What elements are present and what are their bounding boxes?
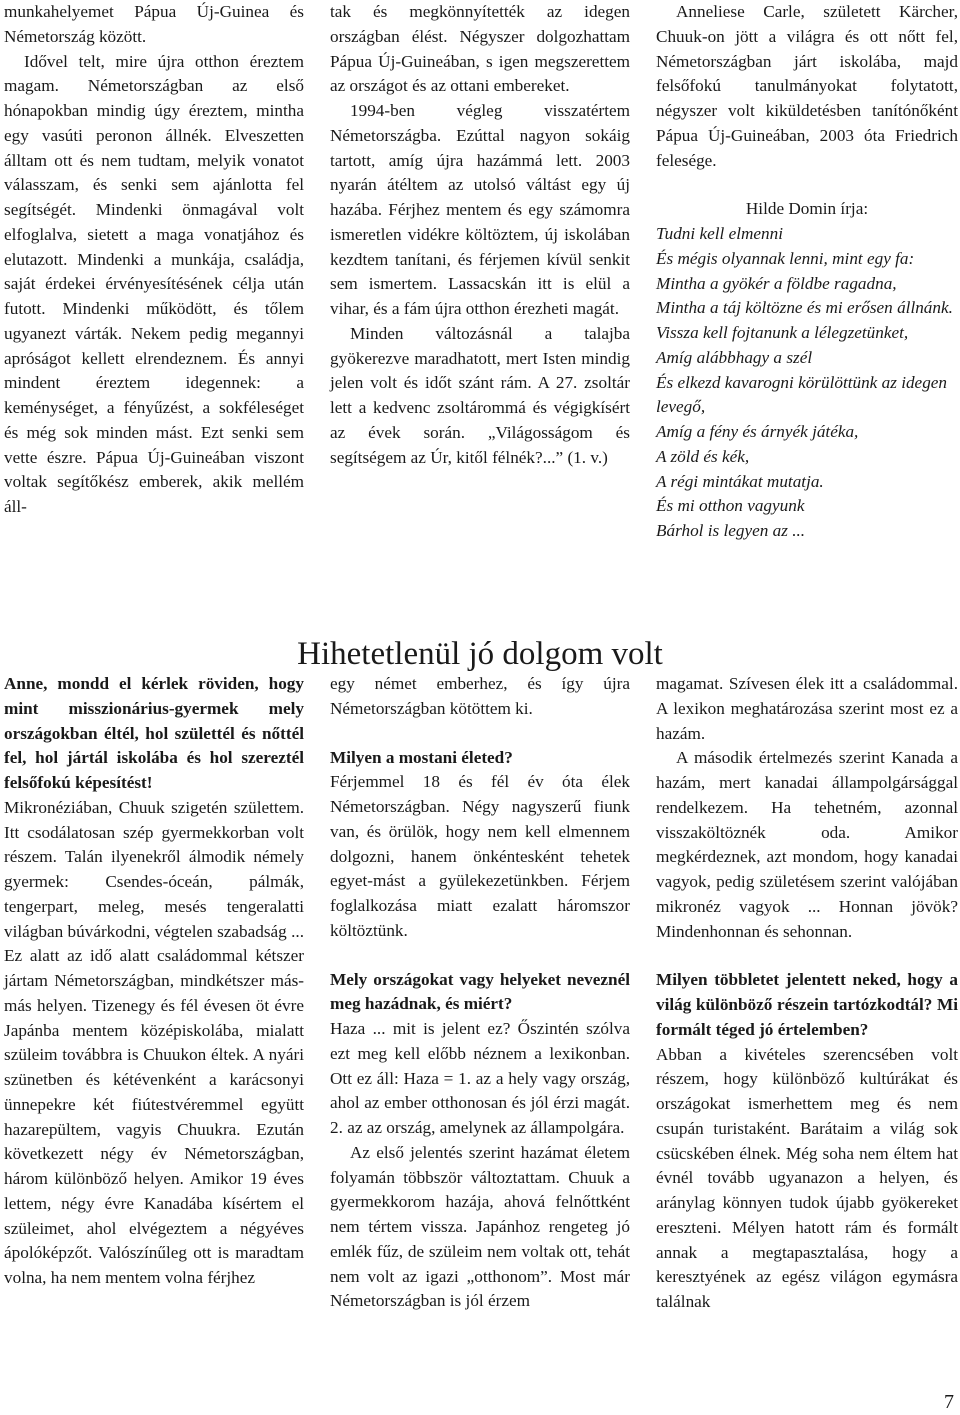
paragraph: Haza ... mit is jelent ez? Őszintén szólva ezt meg kell előbb néznem a lexikonban. Ott ez áll: Haza = 1. az a hely vagy ország, ahol az ember otthonosan és jól érzi magát. 2. az az ország, amelynek az állampolgára. xyxy=(330,1019,630,1137)
top-column-1 xyxy=(4,0,304,520)
paragraph: Abban a kivételes szerencsében volt részem, hogy különböző kultúrákat és országokat ismerhettem meg és nem csupán turistaként. Barátaim a világ sok csücskében élnek. Még soha nem éltem hat évnél tovább ugyanazon a helyen, és aránylag könnyen tudok újabb gyökereket ereszteni. Mélyen hatott rám és formált annak a megtapasztalása, hogy a keresztyének az egész világon egymásra találnak xyxy=(656,1044,958,1311)
paragraph: tak és megkönnyítették az idegen országban élést. Négyszer dolgozhattam Pápua Új-Guineában, s igen megszerettem az országot és az ottani embereket. xyxy=(330,2,630,96)
author-bio: Anneliese Carle, született Kärcher, Chuuk-on jött a világra és ott nőtt fel, Németországban járt iskolába, majd felsőfokú tanulmányokat folytatott, négyszer volt kiküldetésben tanítónőként Pápua Új-Guineában, 2003 óta Friedrich felesége. xyxy=(656,2,958,170)
paragraph: egy német emberhez, és így újra Németországban kötöttem ki. xyxy=(330,674,630,718)
bottom-column-1 xyxy=(4,672,304,1291)
top-column-3 xyxy=(656,0,958,544)
poem-line: A zöld és kék, xyxy=(656,446,750,466)
poem-line: A régi mintákat mutatja. xyxy=(656,471,824,491)
page-number: 7 xyxy=(944,1391,954,1413)
paragraph: Minden változásnál a talajba gyökerezve maradhatott, mert Isten mindig jelen volt és időt szánt rám. A 27. zsoltár lett a kedvenc zsoltárommá és végigkísért az évek során. „Világosságom és segítségem az Úr, kitől félnék?...” (1. v.) xyxy=(330,323,630,467)
poem-line: És elkezd kavarogni körülöttünk az idegen levegő, xyxy=(656,372,948,417)
poem-line: Bárhol is legyen az ... xyxy=(656,521,806,540)
poem-heading: Hilde Domin írja: xyxy=(745,199,869,219)
poem-line: És mégis olyannak lenni, mint egy fa: xyxy=(656,248,915,268)
paragraph: Férjemmel 18 és fél év óta élek Németországban. Négy nagyszerű fiunk van, és örülök, hogy nem kell elmennem dolgozni, hanem önkéntesként tehetek egyet-mást a gyülekezetünkben. Férjem foglalkozása miatt ezalatt háromszor költöztünk. xyxy=(330,772,630,940)
bottom-column-2 xyxy=(330,672,630,1314)
paragraph: Mikronéziában, Chuuk szigetén születtem. Itt csodálatosan szép gyermekkorban volt részem. Talán ilyenekről álmodik némely gyermek: Csendes-óceán, pálmák, tengerpart, meleg, mesés tengeralatti világban búvárkodni, végtelen szabadság ... Ez alatt az idő alatt családommal kétszer jártam Németországban, mindkétszer más-más helyen. Tizenegy és fél évesen öt évre Japánba mentem középiskolába, mialatt szüleim továbbra is Chuukon éltek. A nyári szünetben és kétévenként a karácsonyi ünnepekre két fiútestvéremmel együtt hazarepültem, vagyis Chuukra. Ezután következett négy év Németországban, három különböző helyen. Amikor 19 éves lettem, négy évre Kanadába kísértem el szüleimet, ahol elvégeztem a négyéves ápolóképzőt. Valószínűleg ott is maradtam volna, ha nem mentem volna férjhez xyxy=(4,797,304,1287)
paragraph: magamat. Szívesen élek itt a családommal. A lexikon meghatározása szerint most ez a hazám. xyxy=(656,674,958,743)
poem-line: Vissza kell fojtanunk a lélegzetünket, xyxy=(656,323,909,342)
paragraph: munkahelyemet Pápua Új-Guinea és Németország között. xyxy=(4,2,304,46)
poem-line: És mi otthon vagyunk xyxy=(656,496,805,516)
article-title: Hihetetlenül jó dolgom volt xyxy=(297,636,663,673)
paragraph: 1994-ben végleg visszatértem Németországba. Ezúttal nagyon sokáig tartott, amíg újra hazámmá lett. 2003 nyarán átéltem az utolsó váltást egy új hazába. Férjhez mentem és egy számomra ismeretlen vidékre költöztem, új iskolában kezdtem tanítani, és férjemen kívül senkit sem ismertem. Lassacskán itt is elül a vihar, és a fám újra otthon érezheti magát. xyxy=(330,101,630,318)
paragraph: A második értelmezés szerint Kanada a hazám, mert kanadai állampolgársággal rendelkezem. Ha tehetném, azonnal visszaköltöznék oda. Amikor megkérdeznek, azt mondom, hogy kanadai vagyok, pedig születésem szerint valójában mikronéz vagyok ... Honnan jövök? Mindenhonnan és sehonnan. xyxy=(656,748,958,941)
top-column-2 xyxy=(330,0,630,470)
poem-line: Amíg a fény és árnyék játéka, xyxy=(656,422,859,441)
bottom-column-3 xyxy=(656,672,958,1315)
poem-line: Amíg alábbhagy a szél xyxy=(656,347,813,367)
poem xyxy=(656,197,958,544)
interview-question: Anne, mondd el kérlek röviden, hogy mint misszionárius-gyermek mely országokban éltél, hol születtél és nőttél fel, hol jártál iskolába és hol szereztél felsőfokú képesítést! xyxy=(4,674,304,792)
interview-question: Milyen a mostani életed? xyxy=(330,747,513,767)
paragraph: Idővel telt, mire újra otthon éreztem magam. Németországban az első hónapokban mindig úgy éreztem, mintha egy vasúti peronon állnék. Elveszetten álltam ott és nem tudtam, melyik vonatot válasszam, és senki sem ajánlotta fel segítségét. Mindenki önmagával volt elfoglalva, sietett a maga vonatjához és elutazott. Mindenki a munkája, családja, saját érdekei érvényesítésének célja után futott. Mindenki működött, és tőlem ugyanezt várták. Nekem pedig megannyi apróságot kellett elrendeznem. És annyi mindent éreztem idegennek: a keménységet, a fényűzést, a sokféleséget és még sok minden mást. Ezt senki sem vette észre. Pápua Új-Guineában viszont voltak segítőkész emberek, akik mellém áll- xyxy=(4,51,304,516)
interview-question: Milyen többletet jelentett neked, hogy a világ különböző részein tartózkodtál? Mi formált téged jó értelemben? xyxy=(656,970,958,1039)
interview-question: Mely országokat vagy helyeket neveznél meg hazádnak, és miért? xyxy=(330,969,630,1014)
poem-line: Mintha a gyökér a földbe ragadna, xyxy=(656,273,897,293)
poem-line: Tudni kell elmenni xyxy=(656,224,783,243)
paragraph: Az első jelentés szerint hazámat életem folyamán többször változtattam. Chuuk a gyermekkorom hazája, ahová felnőttként nem tértem vissza. Japánhoz rengeteg jó emlék fűz, de szüleim nem voltak ott, tehát nem volt az igazi „otthonom”. Most már Németországban is jól érzem xyxy=(330,1142,630,1311)
poem-line: Mintha a táj költözne és mi erősen állnánk. xyxy=(656,298,953,318)
